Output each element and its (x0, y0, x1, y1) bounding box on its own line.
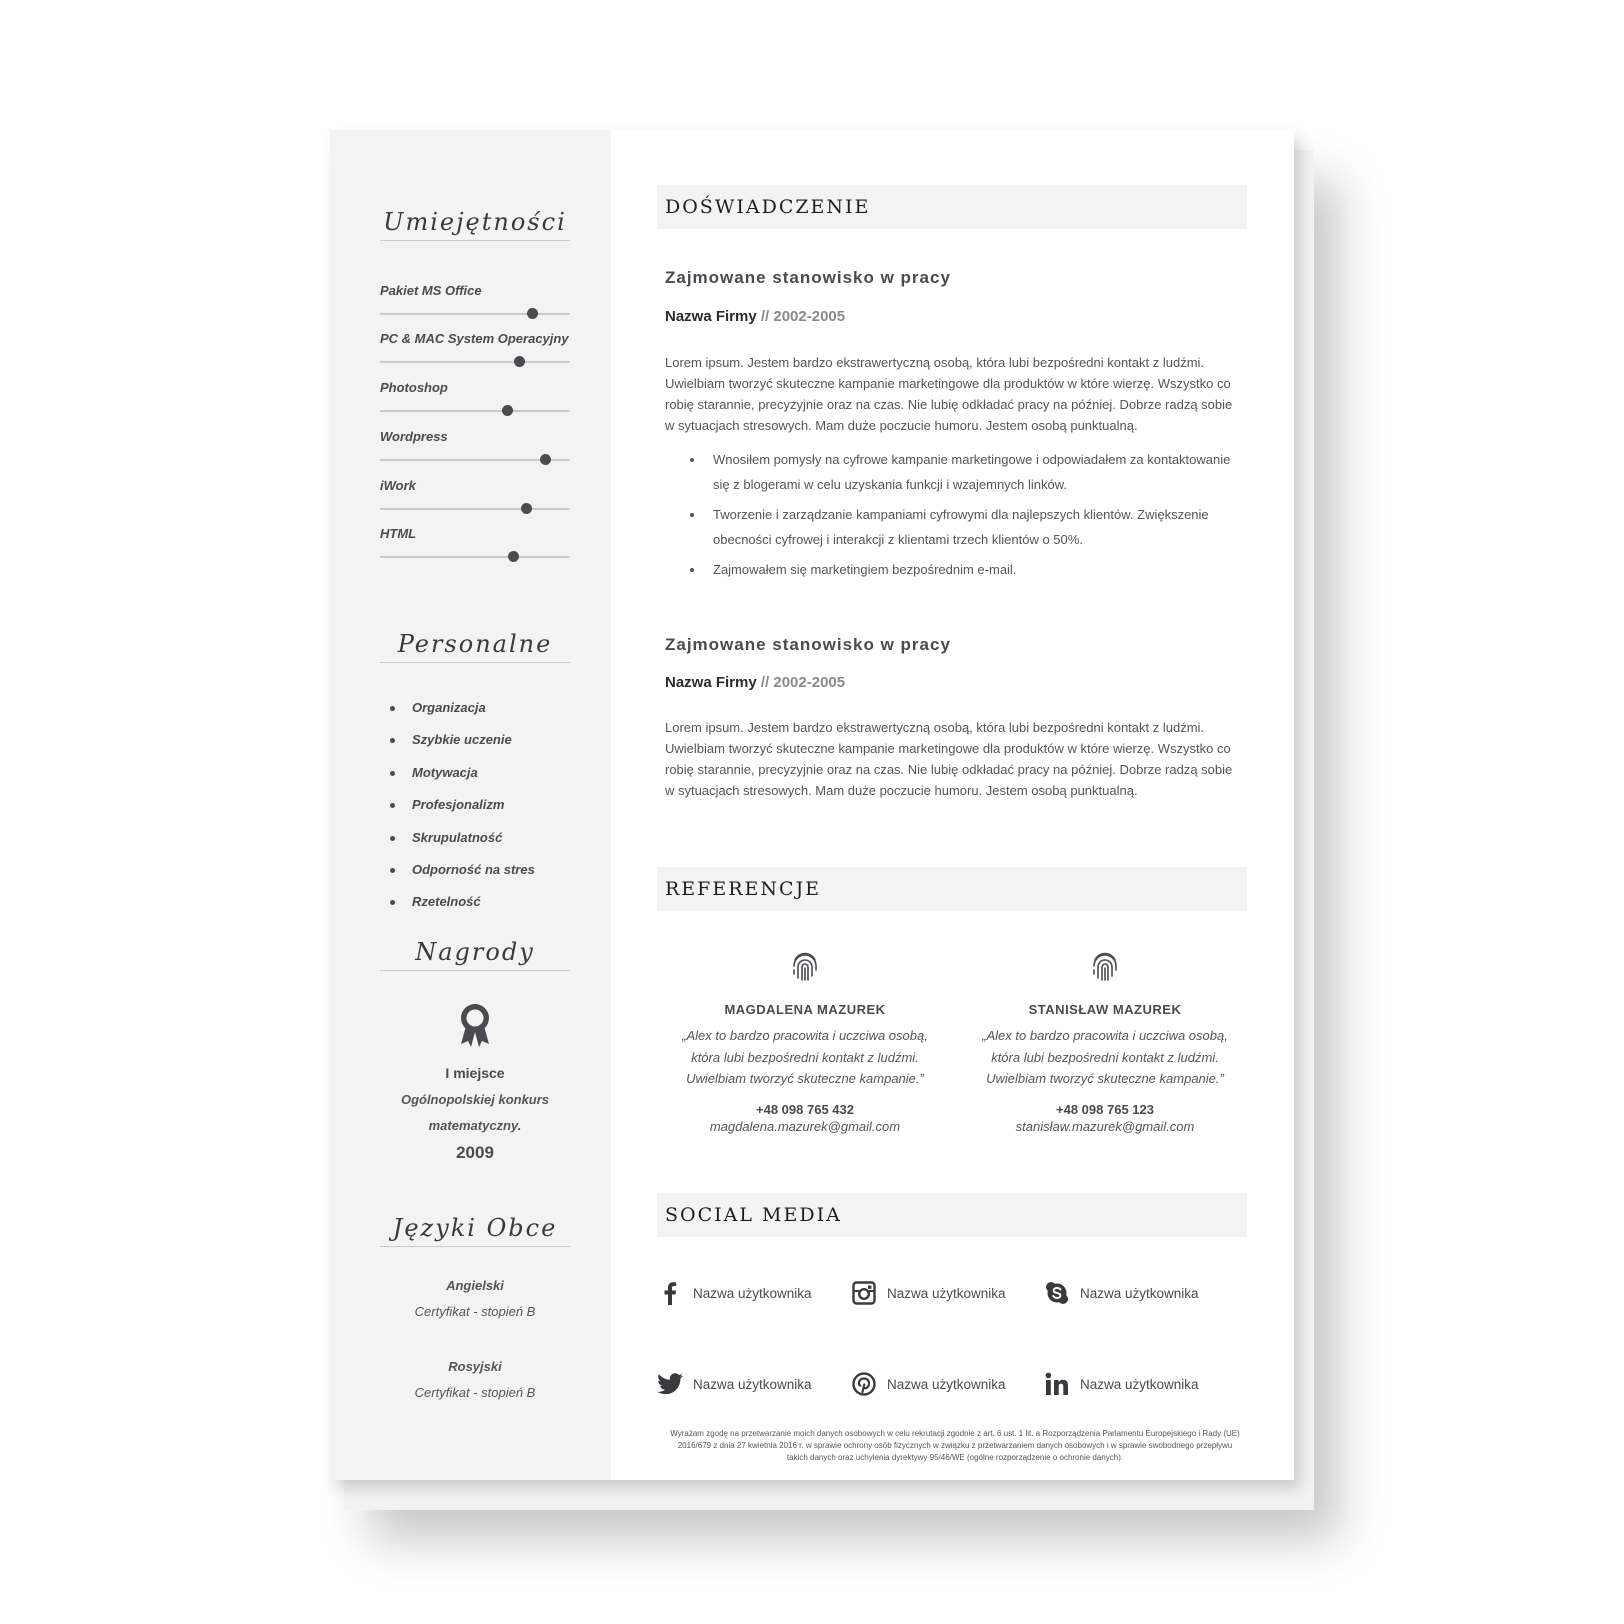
personal-heading: Personalne (380, 630, 570, 663)
company-years: // 2002-2005 (760, 308, 846, 325)
fingerprint-icon (791, 950, 819, 982)
social-username: Nazwa użytkownika (1080, 1376, 1199, 1392)
skill-level-dot (527, 308, 538, 319)
social-username: Nazwa użytkownika (887, 1285, 1006, 1301)
social-username: Nazwa użytkownika (693, 1376, 812, 1392)
skill-label: Pakiet MS Office (380, 283, 482, 298)
award-block (380, 1065, 570, 1163)
reference-email[interactable]: magdalena.mazurek@gmail.com (709, 1118, 901, 1134)
skill-level-dot (540, 454, 551, 465)
list-item: Odporność na stres (380, 858, 570, 890)
social-item-twitter[interactable] (657, 1370, 812, 1398)
reference-email[interactable]: stanisław.mazurek@gmail.com (1015, 1118, 1195, 1134)
experience-heading: DOŚWIADCZENIE (657, 185, 1247, 229)
list-item: Profesjonalizm (380, 793, 570, 825)
skill-item (380, 429, 570, 469)
social-item-pinterest[interactable] (851, 1370, 1006, 1398)
award-line: Ogólnopolskiej konkurs (400, 1092, 550, 1107)
social-item-facebook[interactable] (657, 1279, 812, 1307)
reference-phone: +48 098 765 432 (756, 1101, 854, 1117)
skill-track (380, 410, 570, 412)
job-description: Lorem ipsum. Jestem bardzo ekstrawertyczną osobą, która lubi bezpośredni kontakt z ludźmi. Uwielbiam tworzyć skuteczne kampanie marketingowe dla produktów w które wierzę. Wszystko co robię starannie, precyzyjnie oraz na czas. Nie lubię odkładać pracy na później. Dobrze radzą sobie w sytuacjach stresowych. Mam duże poczucie humoru. Jestem osobą punktualną. (665, 720, 1233, 798)
list-item: Skrupulatność (380, 826, 570, 858)
social-username: Nazwa użytkownika (1080, 1285, 1199, 1301)
job-bullets (665, 447, 1240, 587)
skill-item (380, 283, 570, 323)
language-name: Angielski (446, 1278, 504, 1293)
social-item-skype[interactable] (1044, 1279, 1199, 1307)
list-item: Rzetelność (380, 890, 570, 922)
skill-label: Photoshop (380, 380, 448, 395)
company-line (665, 308, 845, 325)
list-item: Zajmowałem się marketingiem bezpośrednim e-mail. (665, 557, 1240, 582)
awards-heading: Nagrody (380, 938, 570, 971)
language-item (380, 1359, 570, 1400)
skill-label: iWork (380, 478, 416, 493)
fingerprint-icon (1091, 950, 1119, 982)
award-place: I miejsce (445, 1065, 505, 1081)
company-line (665, 674, 845, 691)
social-heading: SOCIAL MEDIA (657, 1193, 1247, 1237)
award-line: matematyczny. (428, 1118, 522, 1133)
award-year: 2009 (456, 1143, 494, 1162)
references-heading: REFERENCJE (657, 867, 1247, 911)
reference-card (670, 950, 940, 1134)
company-name: Nazwa Firmy (665, 674, 757, 691)
skill-level-dot (521, 503, 532, 514)
skill-track (380, 361, 570, 363)
skill-item (380, 478, 570, 518)
social-username: Nazwa użytkownika (693, 1285, 812, 1301)
skill-track (380, 556, 570, 558)
job-description: Lorem ipsum. Jestem bardzo ekstrawertyczną osobą, która lubi bezpośredni kontakt z ludźmi. Uwielbiam tworzyć skuteczne kampanie marketingowe dla produktów w które wierzę. Wszystko co robię starannie, precyzyjnie oraz na czas. Nie lubię odkładać pracy na później. Dobrze radzą sobie w sytuacjach stresowych. Mam duże poczucie humoru. Jestem osobą punktualną. (665, 355, 1233, 433)
reference-name: MAGDALENA MAZUREK (724, 1002, 886, 1017)
instagram-icon (851, 1280, 877, 1306)
reference-quote: „Alex to bardzo pracowita i uczciwa osobą, która lubi bezpośredni kontakt z ludźmi. Uwielbiam tworzyć skuteczne kampanie.” (982, 1028, 1228, 1086)
pinterest-icon (851, 1371, 877, 1397)
social-item-instagram[interactable] (851, 1279, 1006, 1307)
languages-heading: Języki Obce (380, 1214, 570, 1247)
list-item: Organizacja (380, 696, 570, 728)
company-name: Nazwa Firmy (665, 308, 757, 325)
skill-level-dot (508, 551, 519, 562)
twitter-icon (657, 1371, 683, 1397)
list-item: Tworzenie i zarządzanie kampaniami cyfrowymi dla najlepszych klientów. Zwiększenie obecności cyfrowej i interakcji z klientami trzech klientów o 50%. (665, 502, 1240, 552)
reference-name: STANISŁAW MAZUREK (1028, 1002, 1182, 1017)
reference-phone: +48 098 765 123 (1056, 1101, 1154, 1117)
job-title: Zajmowane stanowisko w pracy (665, 268, 951, 287)
skill-label: HTML (380, 526, 417, 541)
skill-item (380, 380, 570, 420)
language-cert: Certyfikat - stopień B (414, 1304, 536, 1319)
social-item-linkedin[interactable] (1044, 1370, 1199, 1398)
skill-level-dot (502, 405, 513, 416)
skill-label: Wordpress (380, 429, 448, 444)
skill-track (380, 508, 570, 510)
language-item (380, 1278, 570, 1319)
sidebar (330, 130, 611, 1480)
list-item: Wnosiłem pomysły na cyfrowe kampanie marketingowe i odpowiadałem za kontaktowanie się z blogerami w celu uzyskania funkcji i wzajemnych linków. (665, 447, 1240, 497)
linkedin-icon (1044, 1371, 1070, 1397)
skill-item (380, 331, 570, 371)
list-item: Motywacja (380, 761, 570, 793)
skill-track (380, 313, 570, 315)
job-title: Zajmowane stanowisko w pracy (665, 635, 951, 654)
resume-page (330, 130, 1294, 1480)
list-item: Szybkie uczenie (380, 728, 570, 760)
gdpr-consent: Wyrażam zgodę na przetwarzanie moich danych osobowych w celu rekrutacji zgodnie z art. 6 ust. 1 lit. a Rozporządzenia Parlamentu Europejskiego i Rady (UE) 2016/679 z dnia 27 kwietnia 2016 r. w sprawie ochrony osób fizycznych w związku z przetwarzaniem danych osobowych i w sprawie swobodnego przepływu takich danych oraz uchylenia dyrektywy 95/46/WE (ogólne rozporządzenie o ochronie danych). (670, 1429, 1240, 1462)
personal-list (380, 696, 570, 923)
language-cert: Certyfikat - stopień B (414, 1385, 536, 1400)
skills-heading: Umiejętności (380, 208, 570, 241)
reference-card (970, 950, 1240, 1134)
social-username: Nazwa użytkownika (887, 1376, 1006, 1392)
reference-quote: „Alex to bardzo pracowita i uczciwa osobą, która lubi bezpośredni kontakt z ludźmi. Uwielbiam tworzyć skuteczne kampanie.” (682, 1028, 928, 1086)
language-name: Rosyjski (448, 1359, 502, 1374)
facebook-icon (657, 1280, 683, 1306)
skype-icon (1044, 1280, 1070, 1306)
company-years: // 2002-2005 (760, 674, 846, 691)
skill-level-dot (514, 356, 525, 367)
ribbon-icon (380, 1002, 570, 1053)
skill-label: PC & MAC System Operacyjny (380, 331, 569, 346)
skill-item (380, 526, 570, 566)
